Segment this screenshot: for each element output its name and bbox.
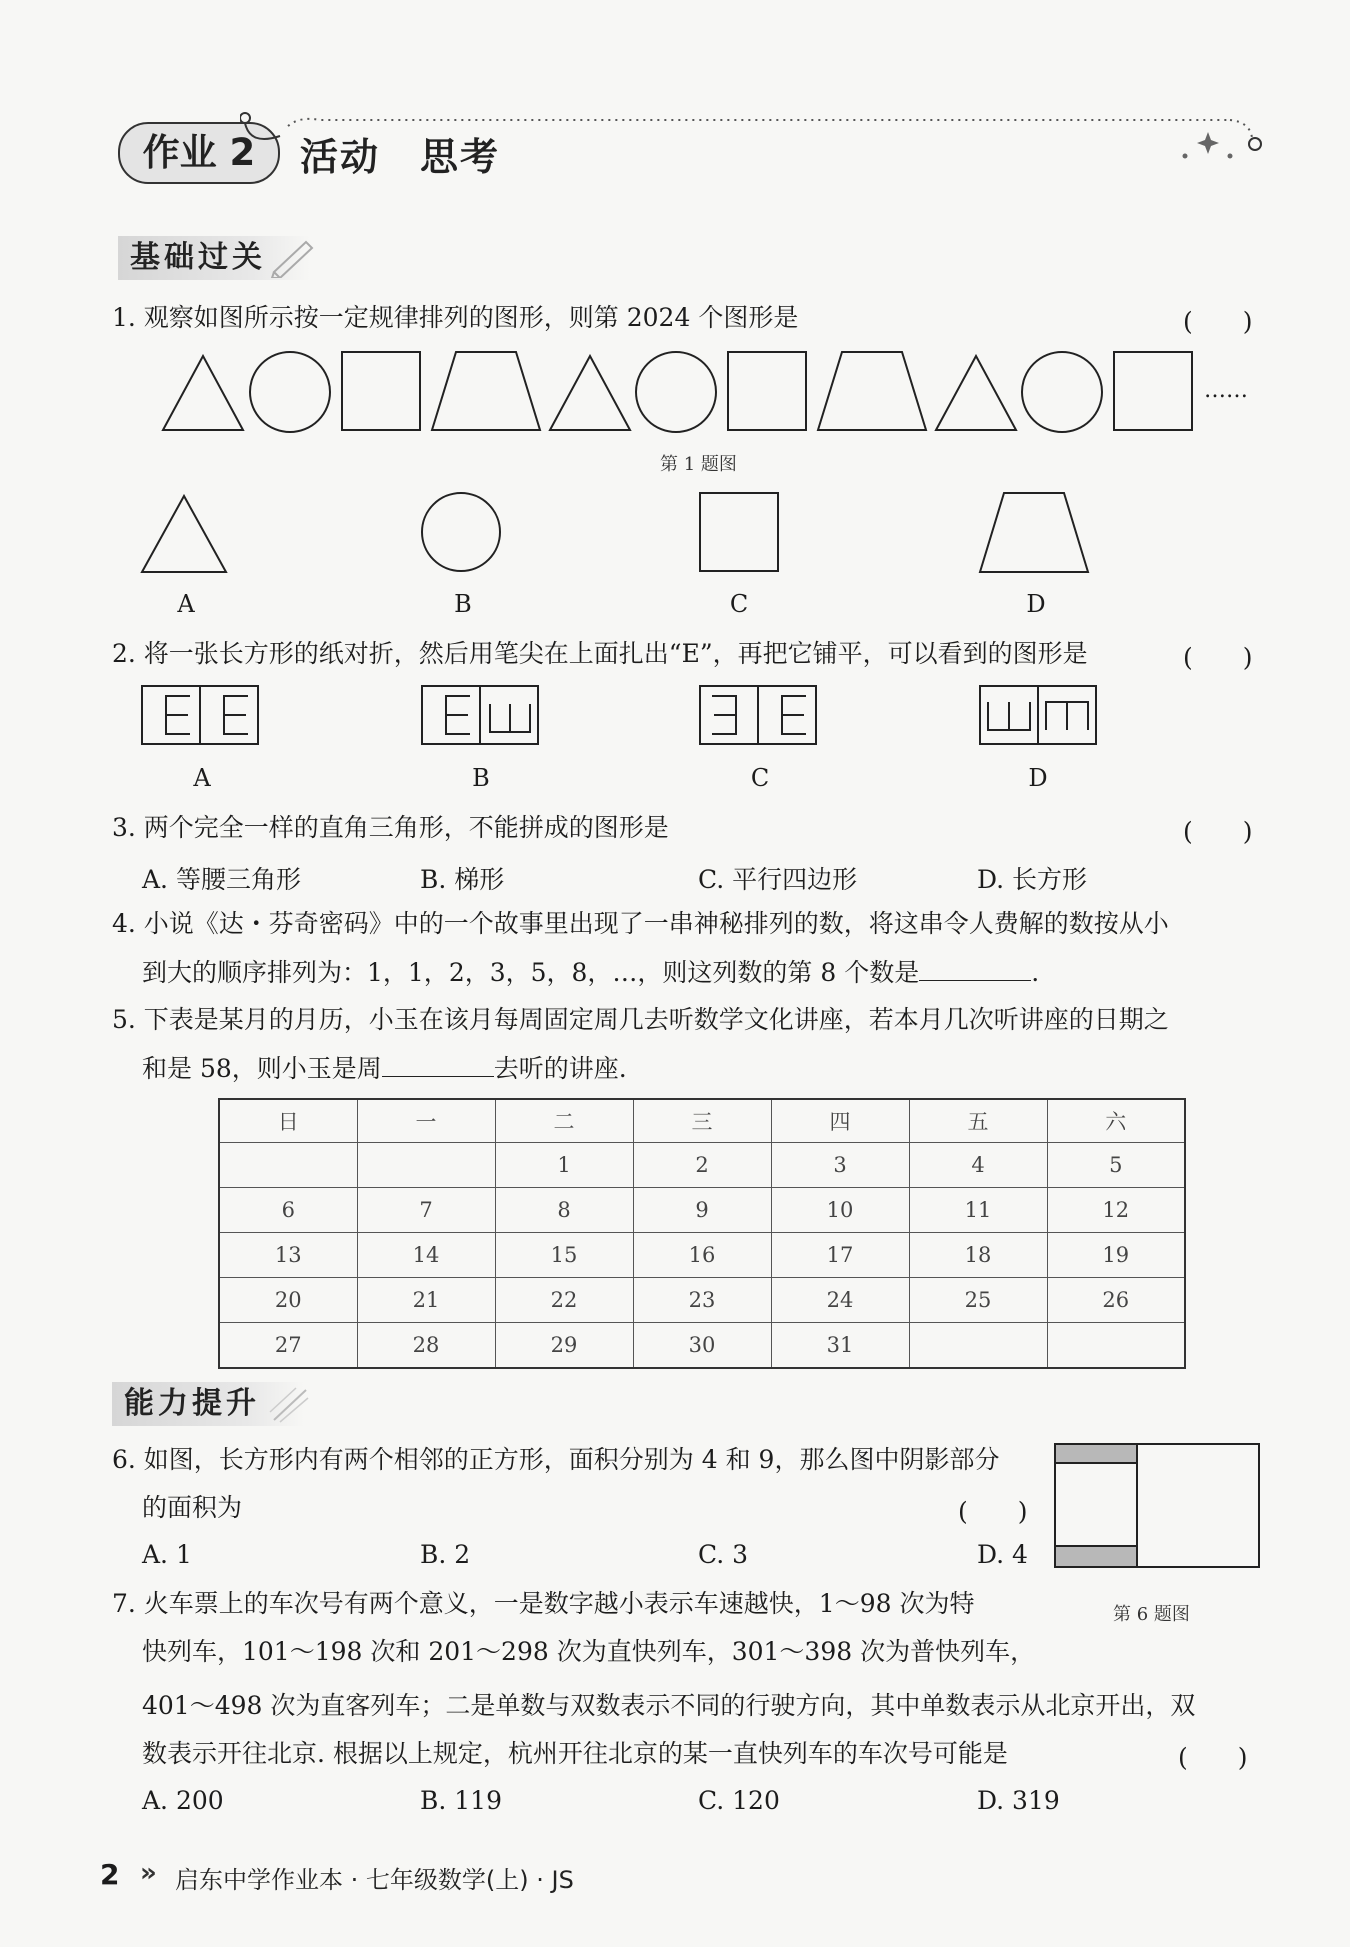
seq-circle-2 [636, 352, 716, 432]
calendar-cell: 24 [771, 1278, 909, 1323]
q6-option-a[interactable]: A. 1 [142, 1540, 192, 1569]
q7-option-b[interactable]: B. 119 [420, 1786, 502, 1815]
sequence-ellipsis: …… [1204, 378, 1248, 403]
q3-option-b[interactable]: B. 梯形 [420, 865, 505, 894]
calendar-cell: 14 [357, 1233, 495, 1278]
q5-line-2-text-a: 和是 58，则小玉是周 [142, 1054, 382, 1083]
seq-square-3 [1114, 352, 1192, 430]
seq-square-1 [342, 352, 420, 430]
option-a-triangle [142, 496, 226, 572]
calendar-header-cell: 三 [633, 1099, 771, 1143]
question-3-answer-paren: ( ) [1183, 817, 1253, 846]
page-number: 2 [100, 1858, 120, 1891]
option-b-circle [422, 493, 500, 571]
double-chevron-icon: » [140, 1858, 157, 1888]
question-6-answer-paren: ( ) [958, 1497, 1028, 1526]
question-7-answer-paren: ( ) [1178, 1743, 1248, 1772]
option-d-figure [980, 686, 1096, 744]
q1-option-b-label[interactable]: B [454, 590, 472, 618]
calendar-cell: 30 [633, 1323, 771, 1369]
seq-trapezoid-2 [818, 352, 926, 430]
calendar-table [218, 1098, 1186, 1369]
calendar-cell: 29 [495, 1323, 633, 1369]
calendar-cell: 19 [1047, 1233, 1185, 1278]
question-7-line-1: 7. 火车票上的车次号有两个意义，一是数字越小表示车速越快，1～98 次为特 [112, 1589, 975, 1618]
calendar-cell: 27 [219, 1323, 357, 1369]
question-1-sequence-figure [158, 348, 1198, 438]
q2-option-b-label[interactable]: B [472, 764, 490, 792]
calendar-cell: 3 [771, 1143, 909, 1188]
q7-option-c[interactable]: C. 120 [698, 1786, 780, 1815]
calendar-cell: 23 [633, 1278, 771, 1323]
seq-circle-1 [250, 352, 330, 432]
seq-triangle-2 [550, 356, 630, 430]
calendar-header-row [219, 1099, 1185, 1143]
footer-book-title: 启东中学作业本 · 七年级数学(上) · JS [175, 1866, 574, 1894]
section-basic: 基础过关 [118, 236, 310, 280]
q6-option-c[interactable]: C. 3 [698, 1540, 749, 1569]
calendar-row [219, 1278, 1185, 1323]
q1-option-a-label[interactable]: A [177, 590, 195, 618]
q3-option-c[interactable]: C. 平行四边形 [698, 865, 858, 894]
calendar-cell: 21 [357, 1278, 495, 1323]
question-6-figure [1053, 1442, 1263, 1570]
calendar-cell: 1 [495, 1143, 633, 1188]
question-1-answer-paren: ( ) [1183, 307, 1253, 336]
calendar-header-cell: 五 [909, 1099, 1047, 1143]
question-7-line-4: 数表示开往北京. 根据以上规定，杭州开往北京的某一直快列车的车次号可能是 [142, 1739, 1008, 1768]
q2-option-c-label[interactable]: C [750, 764, 770, 792]
calendar-header-cell: 日 [219, 1099, 357, 1143]
question-1-option-figures [138, 490, 1118, 576]
calendar-cell: 26 [1047, 1278, 1185, 1323]
calendar-row [219, 1233, 1185, 1278]
calendar-cell [219, 1143, 357, 1188]
q1-option-c-label[interactable]: C [729, 590, 749, 618]
calendar-cell: 8 [495, 1188, 633, 1233]
calendar-cell: 25 [909, 1278, 1047, 1323]
seq-square-2 [728, 352, 806, 430]
calendar-cell: 2 [633, 1143, 771, 1188]
calendar-cell: 10 [771, 1188, 909, 1233]
question-6-line-2: 的面积为 [142, 1493, 243, 1522]
option-a-figure [142, 686, 258, 744]
question-5-line-1: 5. 下表是某月的月历，小玉在该月每周固定周几去听数学文化讲座，若本月几次听讲座的日期之 [112, 1005, 1169, 1034]
question-3-text: 3. 两个完全一样的直角三角形，不能拼成的图形是 [112, 813, 669, 842]
calendar-cell: 11 [909, 1188, 1047, 1233]
q4-answer-blank[interactable] [919, 956, 1031, 981]
option-d-trapezoid [980, 493, 1088, 572]
seq-trapezoid-1 [432, 352, 540, 430]
calendar-cell: 18 [909, 1233, 1047, 1278]
q4-line-2-text: 到大的顺序排列为：1，1，2，3，5，8，…，则这列数的第 8 个数是 [142, 958, 920, 987]
seq-triangle-1 [163, 356, 243, 430]
calendar-cell: 20 [219, 1278, 357, 1323]
calendar-cell: 6 [219, 1188, 357, 1233]
calendar-cell: 31 [771, 1323, 909, 1369]
calendar-header-cell: 四 [771, 1099, 909, 1143]
q5-line-2-text-b: 去听的讲座. [493, 1054, 627, 1083]
q4-line-2-end: . [1031, 958, 1040, 987]
calendar-cell: 17 [771, 1233, 909, 1278]
question-2-answer-paren: ( ) [1183, 643, 1253, 672]
q2-option-d-label[interactable]: D [1028, 764, 1048, 792]
calendar-cell: 5 [1047, 1143, 1185, 1188]
calendar-cell: 7 [357, 1188, 495, 1233]
calendar-row [219, 1188, 1185, 1233]
calendar-header-cell: 一 [357, 1099, 495, 1143]
calendar-cell: 22 [495, 1278, 633, 1323]
calendar-cell: 15 [495, 1233, 633, 1278]
question-2-option-figures [140, 684, 1100, 748]
calendar-cell: 12 [1047, 1188, 1185, 1233]
calendar-header-cell: 六 [1047, 1099, 1185, 1143]
calendar-row [219, 1143, 1185, 1188]
question-1-caption: 第 1 题图 [660, 454, 737, 475]
question-4-line-1: 4. 小说《达・芬奇密码》中的一个故事里出现了一串神秘排列的数，将这串令人费解的数按从小 [112, 909, 1169, 938]
calendar-cell: 9 [633, 1188, 771, 1233]
seq-triangle-3 [936, 356, 1016, 430]
q1-option-d-label[interactable]: D [1026, 590, 1046, 618]
sparkle-icon [266, 1384, 314, 1424]
question-6-line-1: 6. 如图，长方形内有两个相邻的正方形，面积分别为 4 和 9，那么图中阴影部分 [112, 1445, 1000, 1474]
option-c-figure [700, 686, 816, 744]
section-advanced: 能力提升 [112, 1382, 304, 1426]
question-2-text: 2. 将一张长方形的纸对折，然后用笔尖在上面扎出“E”，再把它铺平，可以看到的图形是 [112, 639, 1088, 668]
q6-option-b[interactable]: B. 2 [420, 1540, 471, 1569]
calendar-cell [1047, 1323, 1185, 1369]
calendar-row [219, 1323, 1185, 1369]
q5-answer-blank[interactable] [382, 1052, 494, 1077]
question-7-line-3: 401～498 次为直客列车；二是单数与双数表示不同的行驶方向，其中单数表示从北京开出，双 [142, 1691, 1196, 1720]
calendar-cell: 28 [357, 1323, 495, 1369]
assignment-badge: 作业 2 [118, 122, 280, 184]
seq-circle-3 [1022, 352, 1102, 432]
question-6-caption: 第 6 题图 [1113, 1604, 1190, 1625]
q7-option-d[interactable]: D. 319 [977, 1786, 1060, 1815]
pencil-icon [268, 238, 316, 278]
calendar-header-cell: 二 [495, 1099, 633, 1143]
q2-option-a-label[interactable]: A [193, 764, 211, 792]
calendar-cell [357, 1143, 495, 1188]
q3-option-a[interactable]: A. 等腰三角形 [142, 865, 301, 894]
question-1-text: 1. 观察如图所示按一定规律排列的图形，则第 2024 个图形是 [112, 303, 799, 332]
option-c-square [700, 493, 778, 571]
calendar-cell: 4 [909, 1143, 1047, 1188]
question-7-line-2: 快列车，101～198 次和 201～298 次为直快列车，301～398 次为普快列车， [142, 1637, 1036, 1666]
q6-option-d[interactable]: D. 4 [977, 1540, 1028, 1569]
option-b-figure [422, 686, 538, 744]
calendar-cell: 16 [633, 1233, 771, 1278]
question-4-line-2 [142, 956, 1039, 989]
q7-option-a[interactable]: A. 200 [142, 1786, 224, 1815]
question-5-line-2 [142, 1052, 627, 1085]
q3-option-d[interactable]: D. 长方形 [977, 865, 1088, 894]
calendar-cell: 13 [219, 1233, 357, 1278]
assignment-title: 活动 思考 [300, 135, 501, 179]
calendar-cell [909, 1323, 1047, 1369]
